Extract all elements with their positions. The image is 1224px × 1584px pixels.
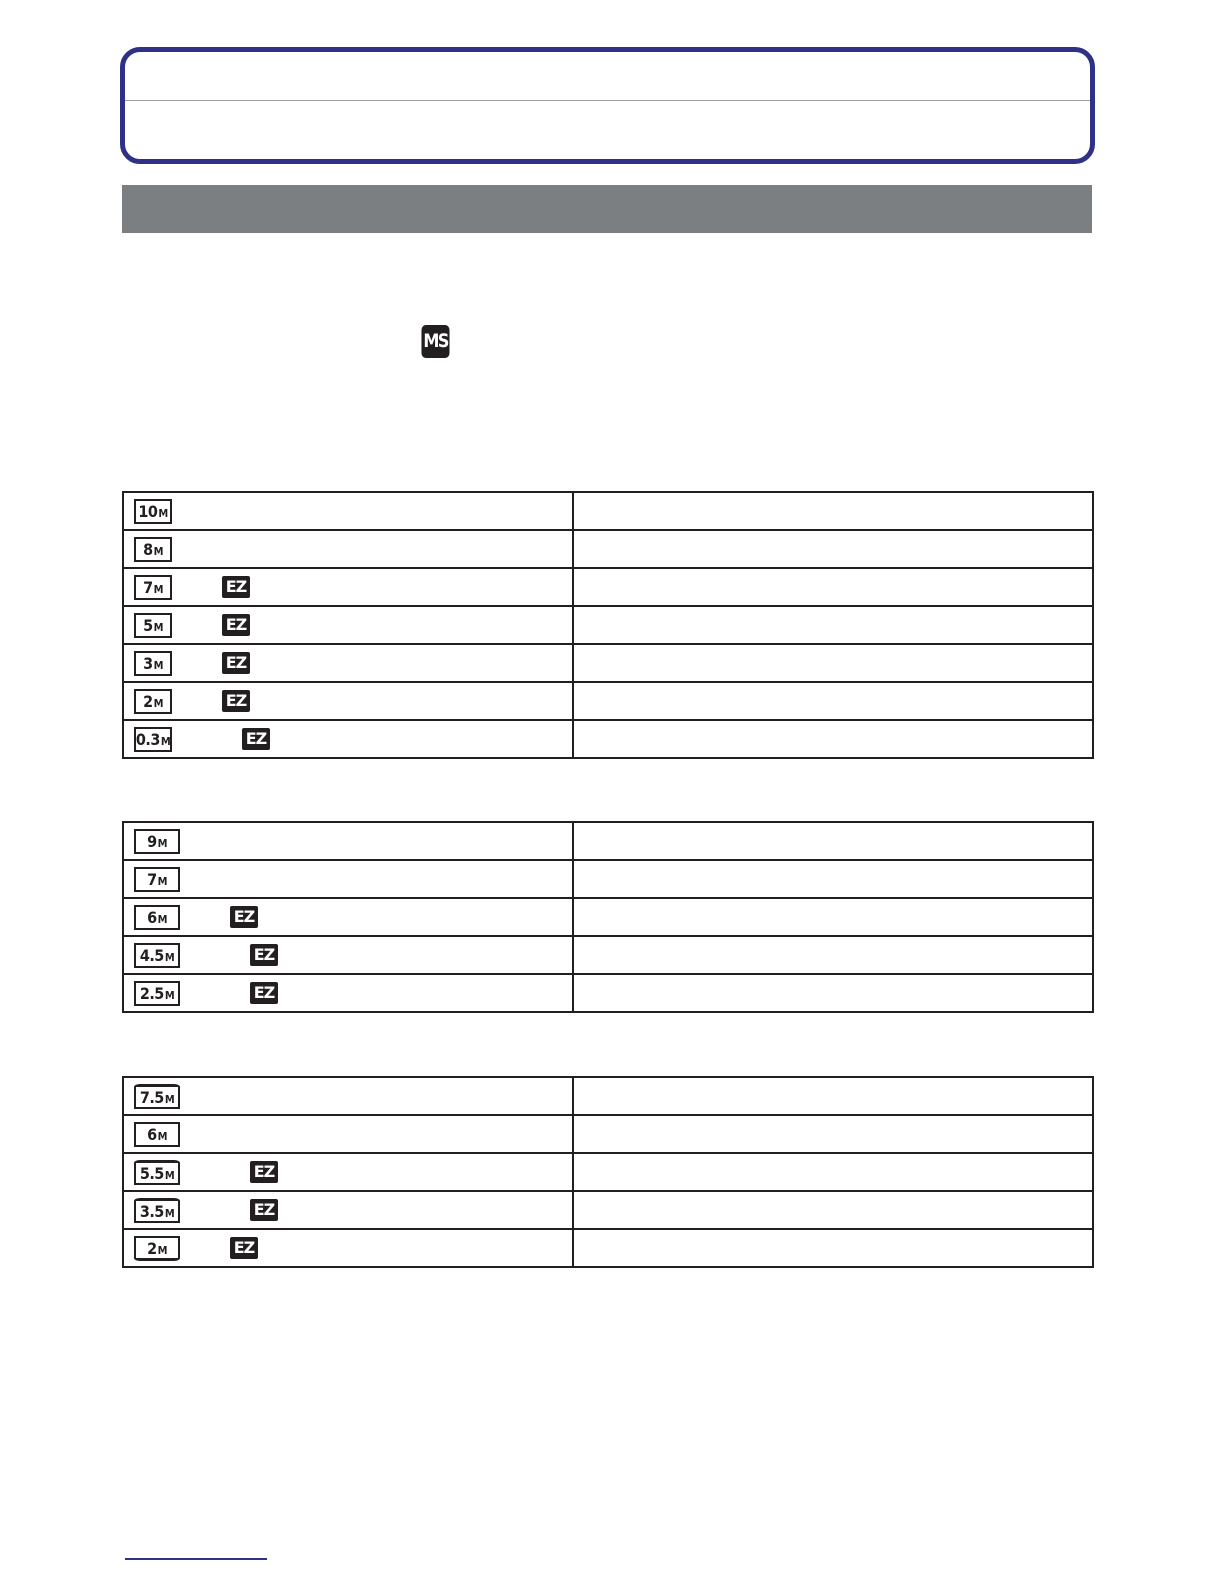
description-cell <box>573 1229 1093 1267</box>
picture-size-cell <box>123 860 573 898</box>
picture-size-icon <box>134 689 172 714</box>
table-row <box>123 682 1093 720</box>
picture-size-value: 9 <box>147 831 157 851</box>
description-cell <box>573 530 1093 568</box>
megapixel-unit: M <box>157 1243 167 1257</box>
table-row <box>123 898 1093 936</box>
picture-size-cell <box>123 936 573 974</box>
picture-size-cell <box>123 720 573 758</box>
picture-size-value: 0.3 <box>135 729 160 749</box>
picture-size-icon <box>134 1198 180 1223</box>
megapixel-unit: M <box>153 658 163 672</box>
picture-size-icon <box>134 537 172 562</box>
description-cell <box>573 1115 1093 1153</box>
extended-zoom-icon: EZ <box>230 1237 258 1259</box>
picture-size-cell <box>123 644 573 682</box>
extended-zoom-icon: EZ <box>250 944 278 966</box>
description-cell <box>573 936 1093 974</box>
table-row <box>123 1115 1093 1153</box>
picture-size-value: 7 <box>147 869 157 889</box>
megapixel-unit: M <box>157 874 167 888</box>
description-cell <box>573 606 1093 644</box>
megapixel-unit: M <box>153 696 163 710</box>
table-row <box>123 606 1093 644</box>
picture-size-cell <box>123 530 573 568</box>
description-cell <box>573 822 1093 860</box>
table-row <box>123 720 1093 758</box>
picture-size-value: 2 <box>147 1238 157 1258</box>
picture-size-icon <box>134 1122 180 1147</box>
ms-mode-icon: MS <box>421 325 449 358</box>
extended-zoom-icon: EZ <box>222 614 250 636</box>
aspect-table-2 <box>122 821 1094 1013</box>
picture-size-icon <box>134 499 172 524</box>
table-row <box>123 492 1093 530</box>
description-cell <box>573 1077 1093 1115</box>
picture-size-cell <box>123 682 573 720</box>
picture-size-icon <box>134 1084 180 1109</box>
megapixel-unit: M <box>157 1129 167 1143</box>
section-header-bar <box>122 185 1092 233</box>
picture-size-value: 10 <box>138 501 158 521</box>
table-row <box>123 822 1093 860</box>
picture-size-value: 3.5 <box>139 1201 164 1221</box>
title-divider <box>125 100 1090 101</box>
picture-size-icon <box>134 829 180 854</box>
picture-size-cell <box>123 1229 573 1267</box>
table-row <box>123 530 1093 568</box>
table-row <box>123 568 1093 606</box>
picture-size-icon <box>134 1160 180 1185</box>
picture-size-icon <box>134 727 172 752</box>
megapixel-unit: M <box>157 912 167 926</box>
table-row <box>123 1077 1093 1115</box>
picture-size-cell <box>123 822 573 860</box>
extended-zoom-icon: EZ <box>222 690 250 712</box>
picture-size-cell <box>123 1077 573 1115</box>
picture-size-value: 6 <box>147 907 157 927</box>
extended-zoom-icon: EZ <box>222 652 250 674</box>
picture-size-cell <box>123 1153 573 1191</box>
picture-size-cell <box>123 974 573 1012</box>
table-row <box>123 974 1093 1012</box>
megapixel-unit: M <box>164 950 175 964</box>
description-cell <box>573 568 1093 606</box>
table-row <box>123 1153 1093 1191</box>
picture-size-cell <box>123 492 573 530</box>
extended-zoom-icon: EZ <box>250 982 278 1004</box>
picture-size-icon <box>134 943 180 968</box>
table-row <box>123 1191 1093 1229</box>
extended-zoom-icon: EZ <box>230 906 258 928</box>
description-cell <box>573 1153 1093 1191</box>
table-row <box>123 644 1093 682</box>
picture-size-icon <box>134 651 172 676</box>
table-row <box>123 936 1093 974</box>
megapixel-unit: M <box>153 582 163 596</box>
picture-size-cell <box>123 568 573 606</box>
picture-size-cell <box>123 606 573 644</box>
megapixel-unit: M <box>158 506 168 520</box>
picture-size-value: 2 <box>143 691 153 711</box>
megapixel-unit: M <box>164 1092 175 1106</box>
megapixel-unit: M <box>153 620 163 634</box>
table-row <box>123 860 1093 898</box>
footer-rule <box>125 1558 267 1560</box>
extended-zoom-icon: EZ <box>250 1199 278 1221</box>
picture-size-value: 5 <box>143 615 153 635</box>
picture-size-icon <box>134 981 180 1006</box>
picture-size-value: 6 <box>147 1124 157 1144</box>
description-cell <box>573 974 1093 1012</box>
description-cell <box>573 644 1093 682</box>
title-frame <box>120 47 1095 164</box>
picture-size-cell <box>123 898 573 936</box>
description-cell <box>573 1191 1093 1229</box>
picture-size-icon <box>134 613 172 638</box>
table-row <box>123 1229 1093 1267</box>
extended-zoom-icon: EZ <box>242 728 270 750</box>
description-cell <box>573 492 1093 530</box>
megapixel-unit: M <box>153 544 163 558</box>
megapixel-unit: M <box>157 836 167 850</box>
description-cell <box>573 682 1093 720</box>
picture-size-value: 5.5 <box>139 1163 164 1183</box>
aspect-table-1 <box>122 491 1094 759</box>
aspect-table-3 <box>122 1076 1094 1268</box>
picture-size-icon <box>134 575 172 600</box>
megapixel-unit: M <box>164 1206 175 1220</box>
description-cell <box>573 860 1093 898</box>
megapixel-unit: M <box>164 1168 175 1182</box>
extended-zoom-icon: EZ <box>250 1161 278 1183</box>
description-cell <box>573 720 1093 758</box>
description-cell <box>573 898 1093 936</box>
megapixel-unit: M <box>160 734 171 748</box>
picture-size-value: 4.5 <box>139 945 164 965</box>
picture-size-icon <box>134 867 180 892</box>
picture-size-cell <box>123 1115 573 1153</box>
picture-size-icon <box>134 905 180 930</box>
picture-size-value: 7.5 <box>139 1087 164 1107</box>
picture-size-value: 2.5 <box>139 983 164 1003</box>
picture-size-value: 8 <box>143 539 153 559</box>
picture-size-value: 7 <box>143 577 153 597</box>
picture-size-cell <box>123 1191 573 1229</box>
picture-size-value: 3 <box>143 653 153 673</box>
extended-zoom-icon: EZ <box>222 576 250 598</box>
picture-size-icon <box>134 1236 180 1261</box>
megapixel-unit: M <box>164 988 175 1002</box>
